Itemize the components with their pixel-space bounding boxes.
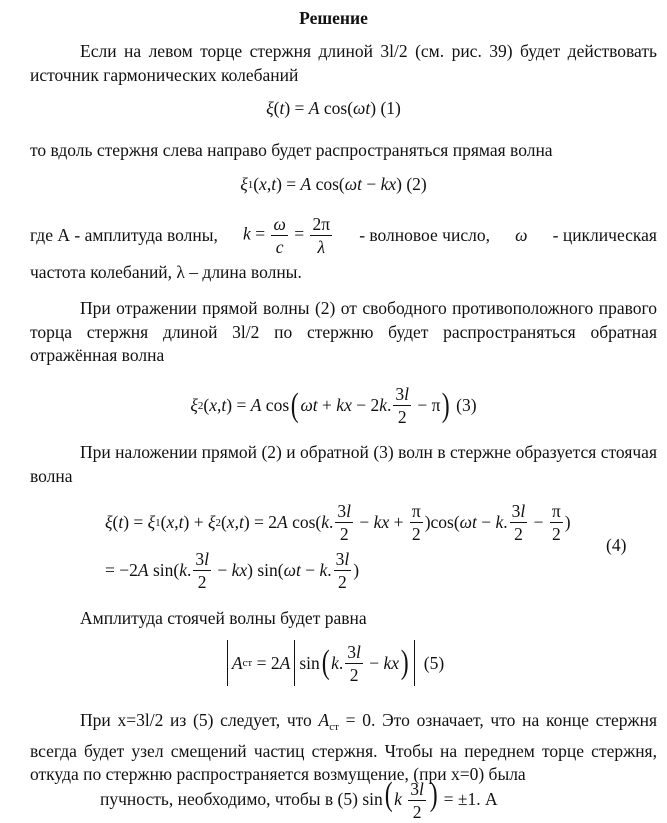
equation-3	[0, 383, 667, 428]
math-variable: kx	[383, 652, 400, 673]
math-text: 3	[195, 549, 205, 569]
paragraph-amplitude: Амплитуда стоячей волны будет равна	[80, 608, 367, 628]
fraction-numerator	[345, 641, 363, 664]
text-wave-number: - волновое число,	[359, 224, 490, 245]
math-fraction	[393, 383, 411, 428]
math-text: ,	[174, 512, 179, 532]
math-text: (	[253, 174, 260, 194]
math-text: −	[300, 560, 320, 580]
math-fraction	[334, 548, 352, 593]
math-text: 2π	[312, 214, 331, 234]
math-text: .	[503, 512, 508, 532]
math-text: 3	[410, 779, 420, 800]
fraction-denominator	[338, 571, 347, 593]
amplitude-zero-formula	[318, 710, 372, 733]
fraction-denominator	[398, 406, 407, 428]
math-variable: t	[118, 512, 124, 532]
fraction-denominator	[340, 523, 349, 545]
math-subscript: ст	[242, 657, 253, 669]
math-text: sin	[299, 652, 320, 673]
math-variable: x	[226, 512, 235, 532]
math-text: −	[476, 512, 496, 532]
fraction-denominator	[198, 571, 207, 593]
math-variable: ωt	[353, 98, 371, 118]
math-text: − π	[413, 395, 441, 415]
math-text: 3	[511, 501, 521, 521]
math-fraction	[271, 213, 287, 258]
math-variable: l	[419, 779, 424, 800]
math-subscript: 1	[155, 516, 161, 529]
math-text: ) =	[276, 174, 301, 194]
math-text: −	[361, 174, 381, 194]
math-text: 3	[395, 384, 405, 404]
fraction-numerator	[334, 548, 352, 571]
math-big-paren: (	[321, 644, 330, 681]
math-variable: A	[318, 710, 330, 730]
math-text: ,	[234, 512, 239, 532]
math-variable: ξ	[147, 512, 156, 532]
math-text: .	[327, 560, 332, 580]
fraction-denominator	[350, 664, 359, 686]
math-text: ,	[266, 174, 272, 194]
math-variable: l	[520, 501, 526, 521]
math-text: .	[338, 652, 344, 673]
equation-1	[0, 98, 667, 119]
math-variable: ωt	[459, 512, 477, 532]
math-variable: A	[231, 652, 243, 673]
math-variable: A	[279, 652, 291, 673]
math-text: (5)	[419, 652, 445, 673]
math-variable: k	[331, 652, 339, 673]
fraction-denominator	[317, 236, 325, 258]
math-text: sin(	[148, 560, 180, 580]
math-big-paren: )	[429, 776, 438, 813]
math-text: ) (1)	[370, 98, 401, 118]
math-fraction	[310, 213, 332, 258]
sin-formula	[362, 776, 439, 823]
math-text: −	[364, 652, 384, 673]
fraction-numerator	[410, 500, 423, 523]
math-variable: l	[346, 501, 352, 521]
wave-number-formula	[243, 213, 334, 258]
math-text: ) =	[226, 395, 251, 415]
math-text: (	[220, 512, 227, 532]
math-variable: k	[379, 395, 387, 415]
fraction-numerator	[310, 213, 332, 236]
math-subscript: ст	[329, 721, 339, 733]
paragraph-cutoff	[30, 778, 657, 823]
math-text: π	[411, 501, 421, 521]
math-text: −	[355, 512, 374, 532]
math-text: cos(	[287, 512, 322, 532]
math-text: =	[289, 223, 309, 244]
math-text: 2	[349, 664, 359, 685]
math-big-paren: (	[290, 386, 299, 424]
math-variable: kx	[373, 512, 390, 532]
math-text: cos(	[311, 174, 345, 194]
math-text: 3	[347, 641, 356, 662]
text-cyclic: - циклическая	[552, 224, 657, 245]
math-variable: A	[250, 395, 262, 415]
math-variable: x	[209, 395, 218, 415]
math-text: sin	[362, 789, 383, 809]
math-text	[402, 789, 406, 809]
math-fraction	[550, 500, 563, 545]
math-fraction	[345, 641, 363, 686]
math-variable: kx	[231, 560, 248, 580]
math-variable: A	[137, 560, 149, 580]
math-big-paren: (	[384, 776, 393, 813]
math-variable: ω	[515, 224, 528, 245]
math-text: 3	[335, 549, 345, 569]
fraction-denominator	[514, 523, 523, 545]
paragraph-wave-number	[30, 213, 657, 258]
paragraph-direct-wave: то вдоль стержня слева направо будет распространяться прямая волна	[30, 140, 553, 160]
math-text: 3	[337, 501, 347, 521]
math-text: 2	[551, 524, 561, 544]
math-variable: x	[259, 174, 267, 194]
math-variable: kx	[336, 395, 352, 415]
math-variable: ξ	[266, 98, 274, 118]
math-text: )cos(	[424, 512, 460, 532]
math-variable: l	[204, 549, 209, 569]
math-text: ) = 2	[243, 512, 278, 532]
equation-4-number: (4)	[606, 535, 627, 555]
math-variable: l	[404, 384, 409, 404]
omega-symbol	[515, 224, 527, 248]
math-text: (	[160, 512, 167, 532]
math-subscript: 2	[215, 516, 221, 529]
fraction-denominator	[412, 523, 421, 545]
math-variable: c	[275, 237, 284, 257]
math-variable: t	[271, 174, 277, 194]
equation-4-line-2	[105, 548, 667, 593]
fraction-denominator	[413, 801, 422, 823]
math-subscript: 2	[197, 399, 204, 412]
math-fraction	[410, 500, 423, 545]
math-text: 2	[338, 572, 347, 592]
math-abs-bar	[294, 640, 295, 686]
math-variable: k	[319, 560, 328, 580]
math-text: − 2	[351, 395, 380, 415]
math-variable: ξ	[240, 174, 248, 194]
math-text: ) +	[183, 512, 208, 532]
text-conclusion-a: При x=3l/2 из (5) следует, что	[80, 710, 312, 730]
math-text: (	[112, 512, 119, 532]
math-variable: l	[344, 549, 350, 569]
math-variable: t	[238, 512, 244, 532]
math-text: = −2	[105, 560, 138, 580]
fraction-denominator	[552, 523, 561, 545]
math-text: 2	[397, 407, 407, 427]
math-variable: ω	[273, 214, 286, 234]
math-variable: t	[279, 98, 285, 118]
math-text: = 0	[338, 710, 372, 730]
text-conclusion-b: . Это означает, что на конце стержня всегда будет узел смещений частиц стержня. Чтобы на переднем торце стержня, откуда по стержню распространяется возмущение, (при x=0) была	[30, 710, 658, 784]
fraction-numerator	[193, 548, 211, 571]
equation-4-line-1	[105, 500, 667, 545]
math-variable: k	[321, 512, 330, 532]
math-text: ) (2)	[396, 174, 427, 194]
math-text: )	[564, 512, 571, 532]
paragraph-conclusion	[30, 709, 657, 787]
math-variable: ξ	[207, 512, 216, 532]
math-text: (3)	[451, 395, 477, 415]
math-big-paren: )	[400, 644, 409, 681]
math-text: .	[387, 395, 392, 415]
text-cutoff-a: пучность, необходимо, чтобы в (5)	[100, 789, 358, 809]
paragraph-reflection: При отражении прямой волны (2) от свободного противоположного правого торца стержня длиной 3l/2 по стержню будет распространяться обратная отражённая волна	[30, 298, 657, 365]
math-fraction	[193, 548, 211, 593]
fraction-numerator	[550, 500, 563, 523]
math-variable: ωt	[300, 395, 318, 415]
math-text: = 2	[252, 652, 280, 673]
math-variable: k	[243, 223, 251, 244]
math-variable: ξ	[190, 395, 198, 415]
math-text: 2	[197, 572, 207, 592]
math-text: (	[273, 98, 280, 118]
paragraph-frequency: частота колебаний, λ – длина волны.	[30, 262, 302, 282]
math-text: .	[186, 560, 192, 580]
math-variable: l	[356, 641, 361, 662]
math-text: ) sin(	[247, 560, 284, 580]
math-fraction	[510, 500, 528, 545]
text-amplitude: где А - амплитуда волны,	[30, 224, 218, 245]
math-subscript: 1	[247, 178, 254, 191]
math-abs-bar	[414, 640, 415, 686]
math-text: 2	[412, 802, 422, 823]
math-text: ,	[217, 395, 222, 415]
math-text: cos	[261, 395, 290, 415]
fraction-numerator	[393, 383, 411, 406]
math-text: −	[212, 560, 232, 580]
math-big-paren: )	[442, 386, 451, 424]
equation-5	[0, 640, 667, 686]
math-abs-bar	[227, 640, 228, 686]
math-variable: k	[179, 560, 187, 580]
math-text: π	[551, 501, 561, 521]
math-variable: A	[308, 98, 320, 118]
math-text: =	[250, 223, 270, 244]
math-text: .	[329, 512, 334, 532]
text-cutoff-b: = ±1. А	[443, 789, 498, 809]
math-text: 2	[339, 524, 349, 544]
math-variable: t	[178, 512, 184, 532]
math-text: +	[317, 395, 337, 415]
fraction-numerator	[271, 213, 287, 236]
math-variable: kx	[380, 174, 397, 194]
math-variable: k	[495, 512, 504, 532]
math-fraction	[335, 500, 353, 545]
fraction-numerator	[335, 500, 353, 523]
equation-2	[0, 174, 667, 195]
math-variable: k	[394, 789, 402, 809]
math-text: ) =	[123, 512, 148, 532]
math-text: cos(	[319, 98, 354, 118]
math-fraction	[408, 778, 426, 823]
math-variable: x	[166, 512, 175, 532]
fraction-denominator	[276, 236, 284, 258]
math-text: )	[353, 560, 360, 580]
math-variable: λ	[317, 237, 326, 257]
math-text: (	[203, 395, 210, 415]
paragraph-intro: Если на левом торце стержня длиной 3l/2 (см. рис. 39) будет действовать источник гармонических колебаний	[30, 41, 657, 85]
math-variable: A	[300, 174, 312, 194]
math-text: −	[529, 512, 548, 532]
math-variable: ωt	[344, 174, 362, 194]
section-title: Решение	[299, 8, 368, 28]
math-text: 2	[411, 524, 421, 544]
math-variable: t	[221, 395, 227, 415]
math-text: ) =	[284, 98, 309, 118]
math-variable: A	[277, 512, 288, 532]
math-variable: ξ	[105, 512, 113, 532]
fraction-numerator	[408, 778, 426, 801]
math-text: +	[389, 512, 408, 532]
paragraph-standing-wave: При наложении прямой (2) и обратной (3) волн в стержне образуется стоячая волна	[30, 442, 657, 486]
math-variable: ωt	[283, 560, 301, 580]
math-text: 2	[514, 524, 523, 544]
fraction-numerator	[510, 500, 528, 523]
